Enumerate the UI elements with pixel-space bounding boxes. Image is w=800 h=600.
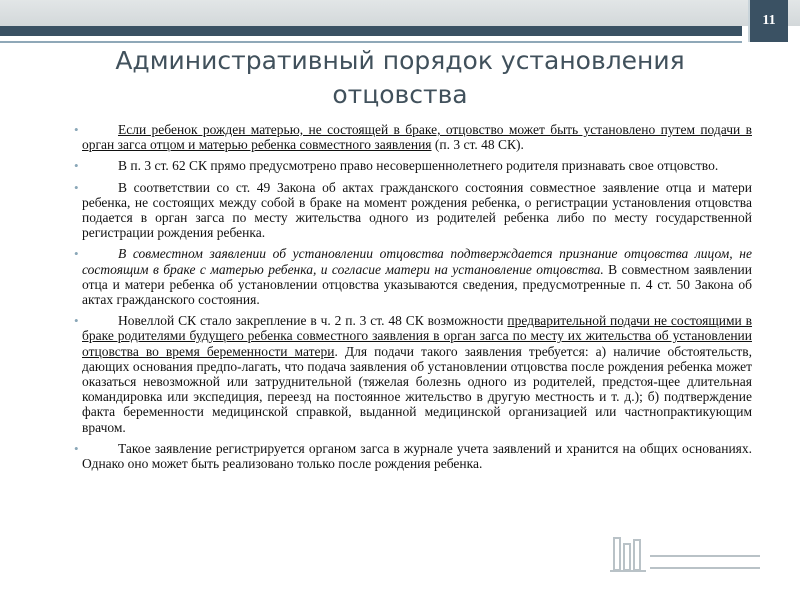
bullet-icon: • bbox=[74, 122, 79, 137]
paragraph-3 bbox=[74, 179, 752, 241]
paragraph-5-text-start: Новеллой СК стало закрепление в ч. 2 п. 3 ст. 48 СК возможности bbox=[118, 313, 508, 329]
top-band bbox=[0, 0, 800, 26]
paragraph-1 bbox=[74, 122, 752, 153]
paragraph-6-text: Такое заявление регистрируется органом загса в журнале учета заявлений и хранится на общих основаниях. Однако оно может быть реализовано только после рождения ребенка. bbox=[82, 440, 752, 472]
paragraph-5-text-end: . Для подачи такого заявления требуется: а) наличие обстоятельств, дающих основания предпо-лагать, что подача заявления об установлении отцовства после рождения ребенка может оказаться невозможной или затруднительной (тяжелая болезнь одного из родителей, предстоя-щее длительная командировка или экспедиция, переезд на постоянное жительство в другую местность и т. д.); б) подтверждение факта беременности медицинской справкой, выданной медицинской организацией или частнопрактикующим врачом. bbox=[82, 343, 752, 435]
paragraph-1-underlined-text: Если ребенок рожден матерью, не состоящей в браке, отцовство может быть установлено путем подачи в орган загса отцом и матерью ребенка совместного заявления bbox=[82, 122, 752, 153]
building-logo-icon bbox=[610, 534, 762, 574]
slide-number: 11 bbox=[762, 13, 776, 28]
bullet-icon: • bbox=[74, 440, 79, 456]
paragraph-4 bbox=[74, 246, 752, 308]
slide-number-box bbox=[748, 0, 788, 42]
paragraph-5 bbox=[74, 313, 753, 435]
slide-title: Административный порядок установления отцовства bbox=[115, 46, 685, 109]
bullet-icon: • bbox=[74, 246, 79, 262]
paragraph-6 bbox=[74, 440, 752, 472]
paragraph-1-text: (п. 3 ст. 48 СК). bbox=[431, 137, 524, 153]
header-divider-line bbox=[0, 41, 742, 43]
bullet-icon: • bbox=[74, 158, 79, 174]
paragraph-2-text: В п. 3 ст. 62 СК прямо предусмотрено право несовершеннолетнего родителя признавать свое отцовство. bbox=[118, 158, 719, 174]
slide-content bbox=[74, 122, 753, 477]
bullet-icon: • bbox=[74, 313, 79, 329]
paragraph-2 bbox=[74, 158, 752, 174]
paragraph-3-text: В соответствии со ст. 49 Закона об актах гражданского состояния совместное заявление отца и матери ребенка, не состоящих между собой в браке на момент рождения ребенка, о регистрации установления отцовства подается в орган загса по месту жительства одного из родителей ребенка либо по месту государственной регистрации рождения ребенка. bbox=[82, 179, 752, 241]
paragraph-4-italic-text: В совместном заявлении об установлении отцовства подтверждается признание отцовства лицом, не состоящим в браке с матерью ребенка, и согласие матери на установление отцовства. bbox=[82, 246, 752, 277]
paragraph-5-underlined-text: предварительной подачи не состоящими в браке родителями будущего ребенка совместного заявления в орган загса по месту их жительства об установлении отцовства во время беременности матери bbox=[82, 313, 753, 359]
bullet-icon: • bbox=[74, 179, 79, 195]
paragraph-4-text: В совместном заявлении отца и матери ребенка об установлении отцовства указываются сведения, предусмотренные п. 4 ст. 50 Закона об актах гражданского состояния. bbox=[82, 261, 752, 308]
header-bar bbox=[0, 26, 742, 36]
